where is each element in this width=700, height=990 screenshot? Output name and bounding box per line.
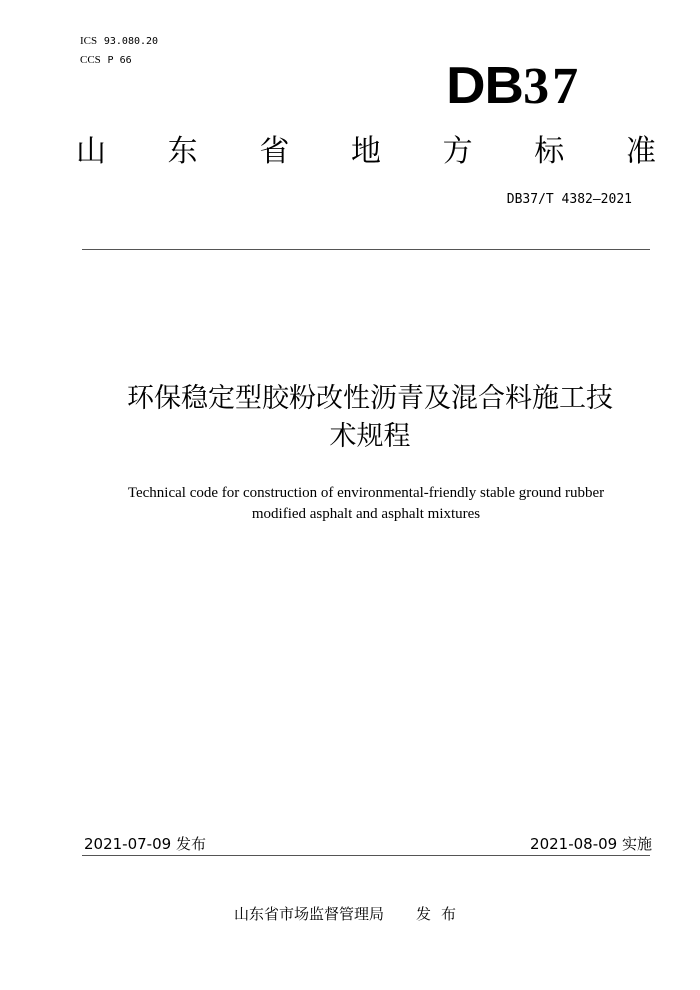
ccs-code: P 66	[107, 55, 132, 66]
ics-classification	[80, 34, 158, 49]
english-title	[60, 483, 672, 525]
logo-number: 37	[523, 58, 582, 115]
issue-date: 2021-07-09 发布	[84, 835, 206, 853]
standard-type-char: 地	[350, 134, 381, 169]
issuer-action: 发布	[416, 905, 467, 923]
issuer-name: 山东省市场监督管理局	[233, 905, 384, 923]
ccs-label: CCS	[80, 54, 101, 66]
standard-type-char: 方	[442, 134, 473, 169]
standard-type-char: 东	[167, 134, 198, 169]
english-title-line-2: modified asphalt and asphalt mixtures	[251, 506, 481, 522]
chinese-title-line-1: 环保稳定型胶粉改性沥青及混合料施工技	[127, 383, 613, 414]
ics-code: 93.080.20	[103, 36, 159, 47]
logo-letters: DB	[446, 57, 523, 115]
standard-type-char: 准	[625, 134, 656, 169]
ccs-classification	[80, 53, 132, 68]
chinese-title	[60, 380, 680, 456]
english-title-line-1: Technical code for construction of environmental-friendly stable ground rubber	[127, 485, 605, 501]
standard-type-char: 省	[259, 134, 290, 169]
top-divider	[82, 249, 650, 250]
db37-logo	[448, 56, 608, 116]
issuer-line	[0, 904, 700, 924]
chinese-title-line-2: 术规程	[329, 421, 411, 452]
standard-type-char: 山	[76, 134, 106, 169]
implementation-date: 2021-08-09 实施	[530, 835, 652, 853]
standard-type-char: 标	[534, 134, 565, 169]
standard-number: DB37/T 4382—2021	[506, 192, 632, 207]
standard-type-heading	[76, 132, 656, 172]
bottom-divider	[82, 855, 650, 856]
ics-label: ICS	[80, 35, 98, 47]
